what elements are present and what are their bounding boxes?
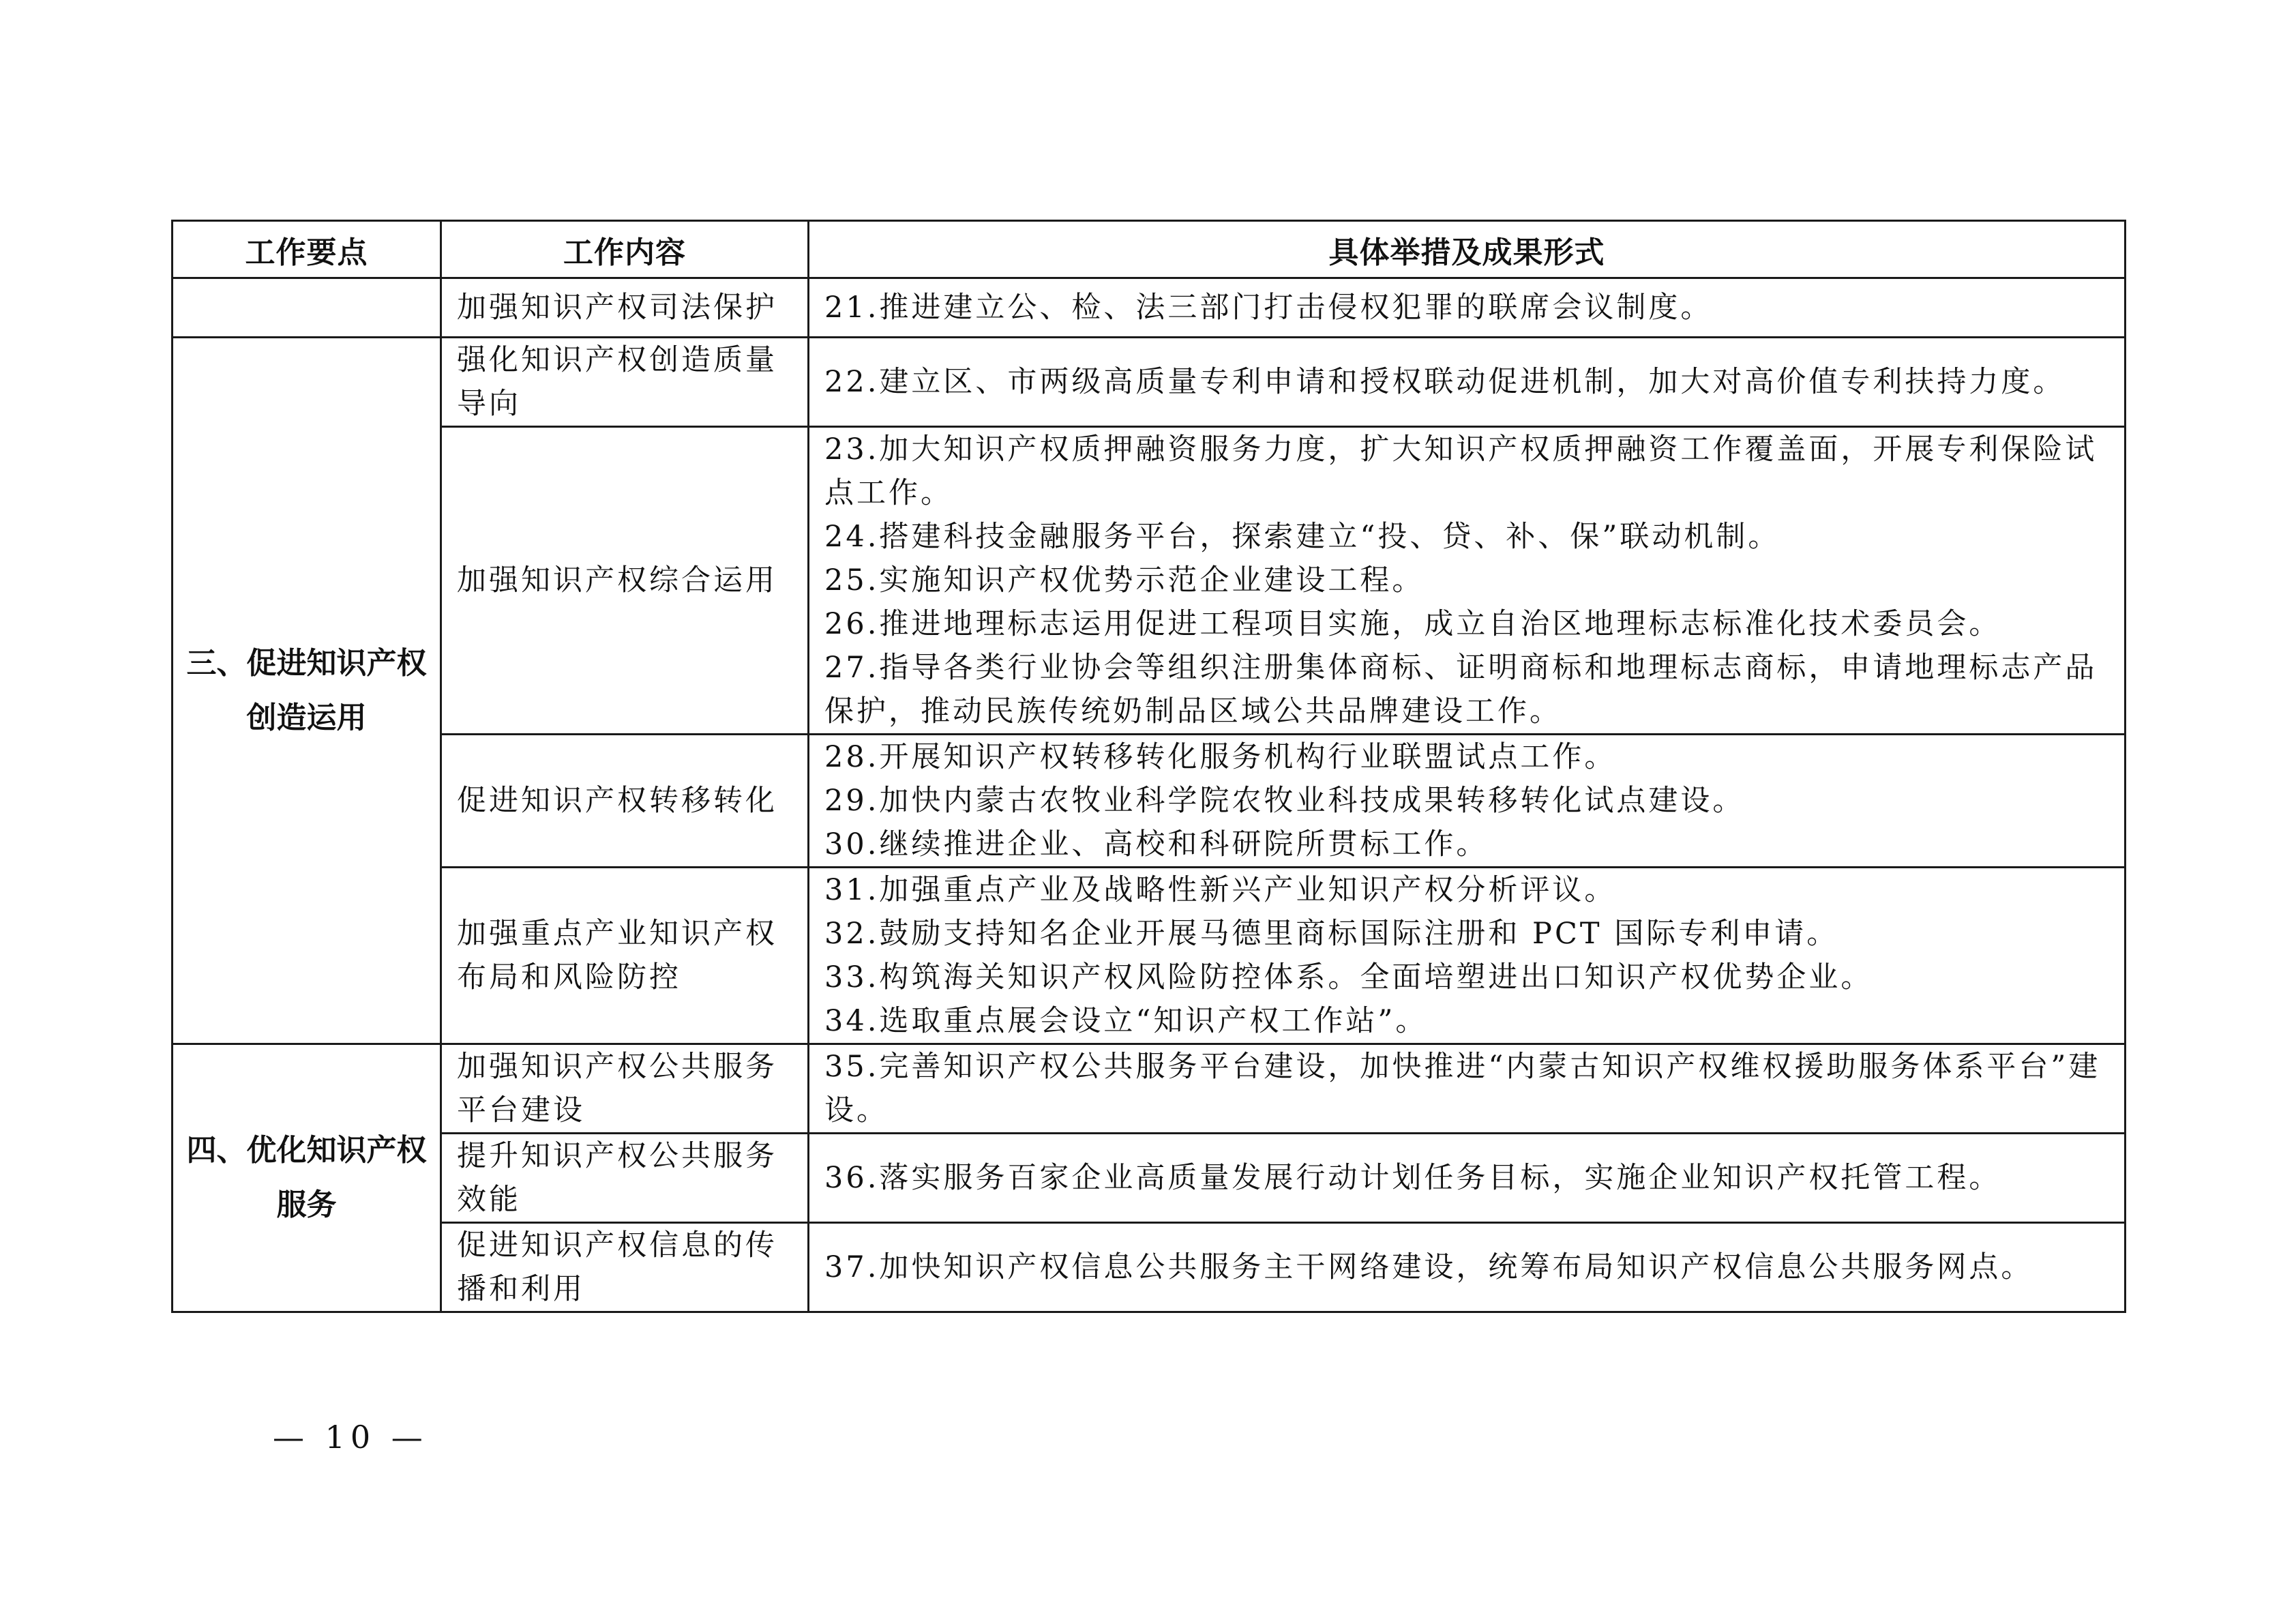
work-point-cell: 三、促进知识产权创造运用 bbox=[173, 338, 441, 1044]
work-content-cell: 加强知识产权公共服务平台建设 bbox=[441, 1044, 809, 1134]
table-header bbox=[173, 221, 2126, 278]
work-content-cell: 强化知识产权创造质量导向 bbox=[441, 338, 809, 427]
measure-item: 33.构筑海关知识产权风险防控体系。全面培塑进出口知识产权优势企业。 bbox=[824, 960, 1873, 994]
measure-item: 21.推进建立公、检、法三部门打击侵权犯罪的联席会议制度。 bbox=[824, 291, 1713, 325]
measure-item: 29.加快内蒙古农牧业科学院农牧业科技成果转移转化试点建设。 bbox=[824, 784, 1745, 818]
measure-item: 23.加大知识产权质押融资服务力度，扩大知识产权质押融资工作覆盖面，开展专利保险试点工作。 bbox=[824, 432, 2098, 510]
measure-item: 34.选取重点展会设立“知识产权工作站”。 bbox=[824, 1004, 1428, 1038]
work-content-cell: 提升知识产权公共服务效能 bbox=[441, 1134, 809, 1223]
header-measures: 具体举措及成果形式 bbox=[809, 221, 2126, 278]
work-point-cell: 四、优化知识产权服务 bbox=[173, 1044, 441, 1312]
measure-item: 22.建立区、市两级高质量专利申请和授权联动促进机制，加大对高价值专利扶持力度。 bbox=[824, 365, 2066, 399]
measure-item: 28.开展知识产权转移转化服务机构行业联盟试点工作。 bbox=[824, 740, 1617, 774]
measures-cell bbox=[809, 735, 2126, 868]
measure-item: 32.鼓励支持知名企业开展马德里商标国际注册和 PCT 国际专利申请。 bbox=[824, 917, 1839, 951]
work-content-cell: 促进知识产权信息的传播和利用 bbox=[441, 1223, 809, 1312]
measure-item: 35.完善知识产权公共服务平台建设，加快推进“内蒙古知识产权维权援助服务体系平台”建设。 bbox=[824, 1050, 2101, 1127]
measures-cell bbox=[809, 278, 2126, 338]
measure-item: 24.搭建科技金融服务平台，探索建立“投、贷、补、保”联动机制。 bbox=[824, 520, 1780, 554]
measures-cell bbox=[809, 427, 2126, 735]
measures-cell bbox=[809, 868, 2126, 1044]
work-content-cell: 加强知识产权司法保护 bbox=[441, 278, 809, 338]
table-row bbox=[173, 735, 2126, 868]
table-row bbox=[173, 338, 2126, 427]
table-row bbox=[173, 868, 2126, 1044]
measures-cell bbox=[809, 338, 2126, 427]
work-point-cell bbox=[173, 278, 441, 338]
measure-item: 30.继续推进企业、高校和科研院所贯标工作。 bbox=[824, 827, 1489, 861]
measure-item: 37.加快知识产权信息公共服务主干网络建设，统筹布局知识产权信息公共服务网点。 bbox=[824, 1250, 2033, 1284]
table-row bbox=[173, 1134, 2126, 1223]
table-row bbox=[173, 278, 2126, 338]
table-row bbox=[173, 1044, 2126, 1134]
measures-cell bbox=[809, 1134, 2126, 1223]
measure-item: 26.推进地理标志运用促进工程项目实施，成立自治区地理标志标准化技术委员会。 bbox=[824, 607, 2001, 641]
table-body bbox=[173, 278, 2126, 1312]
work-content-cell: 促进知识产权转移转化 bbox=[441, 735, 809, 868]
measure-item: 25.实施知识产权优势示范企业建设工程。 bbox=[824, 563, 1425, 597]
measures-cell bbox=[809, 1044, 2126, 1134]
measure-item: 36.落实服务百家企业高质量发展行动计划任务目标，实施企业知识产权托管工程。 bbox=[824, 1161, 2001, 1195]
table-row bbox=[173, 427, 2126, 735]
header-work-content: 工作内容 bbox=[441, 221, 809, 278]
work-plan-table bbox=[171, 220, 2126, 1313]
work-content-cell: 加强知识产权综合运用 bbox=[441, 427, 809, 735]
header-row bbox=[173, 221, 2126, 278]
measure-item: 27.指导各类行业协会等组织注册集体商标、证明商标和地理标志商标，申请地理标志产品保护，推动民族传统奶制品区域公共品牌建设工作。 bbox=[824, 651, 2098, 728]
page-number: — 10 — bbox=[273, 1419, 428, 1456]
work-content-cell: 加强重点产业知识产权布局和风险防控 bbox=[441, 868, 809, 1044]
measures-cell bbox=[809, 1223, 2126, 1312]
measure-item: 31.加强重点产业及战略性新兴产业知识产权分析评议。 bbox=[824, 873, 1617, 907]
header-work-point: 工作要点 bbox=[173, 221, 441, 278]
table-row bbox=[173, 1223, 2126, 1312]
